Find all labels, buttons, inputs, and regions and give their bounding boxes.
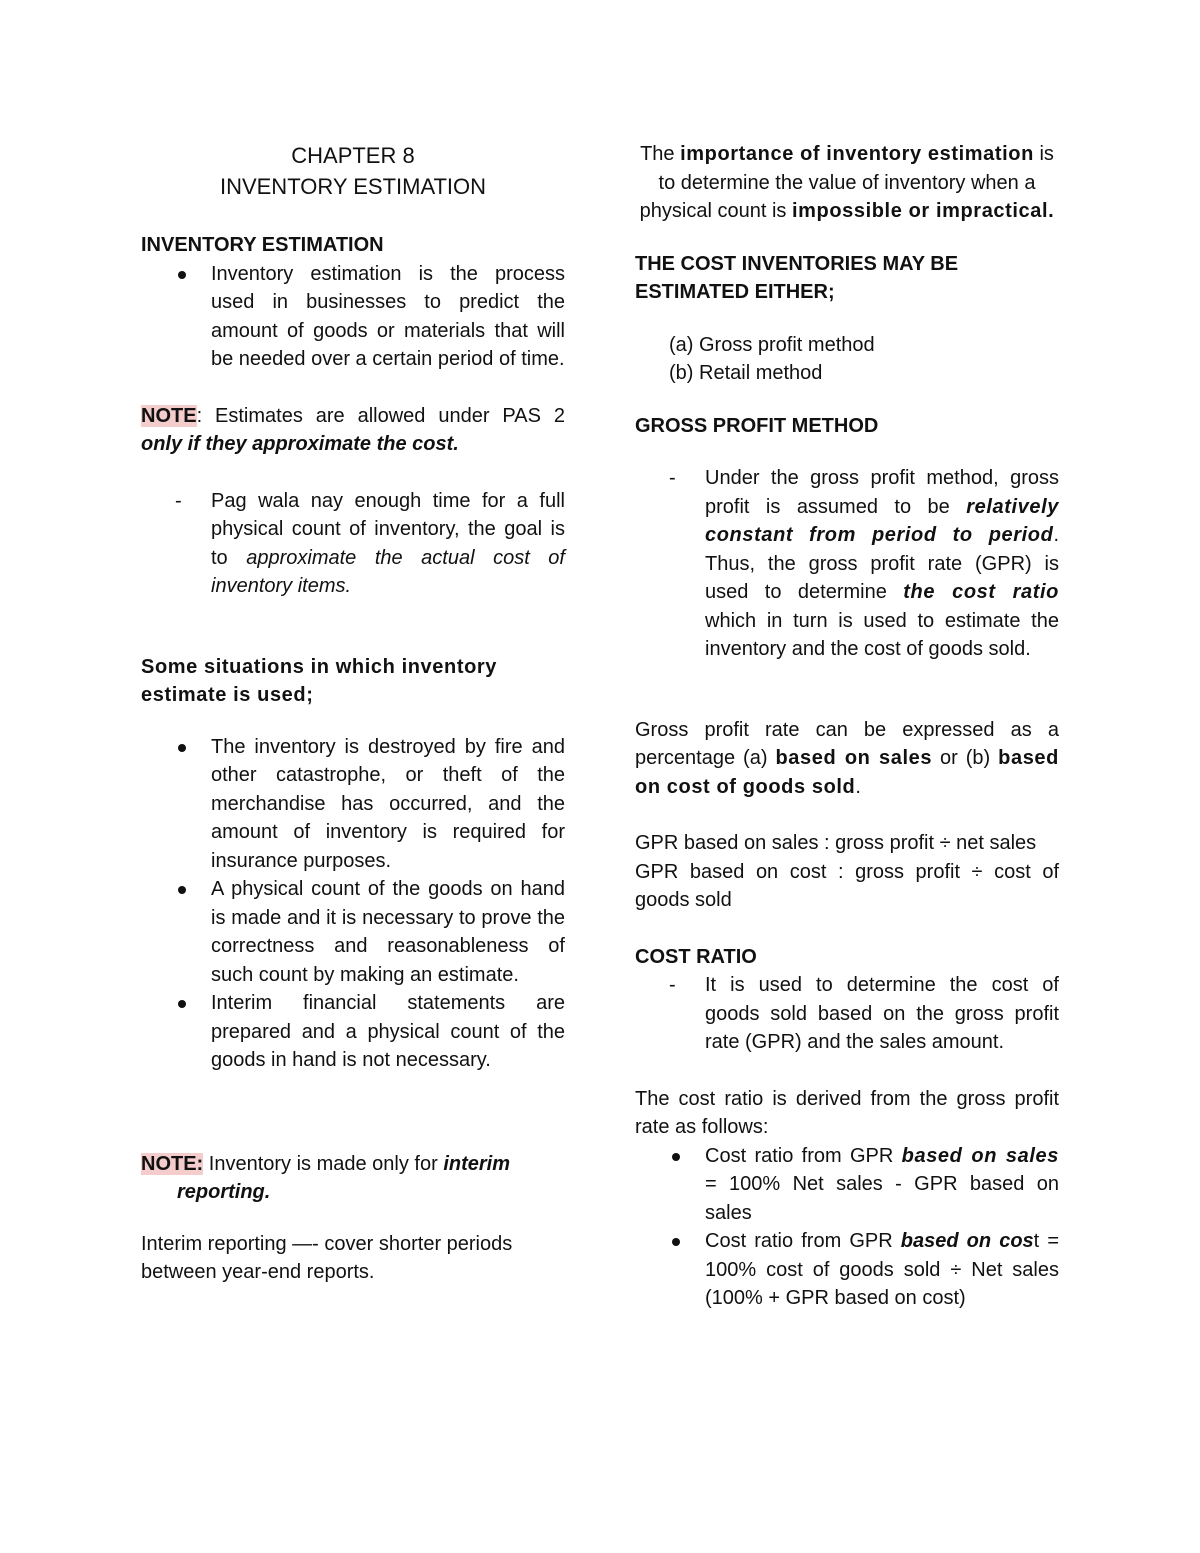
note-label: NOTE [141, 404, 197, 427]
note-dash-list [141, 487, 565, 601]
method-a: (a) Gross profit method [669, 333, 875, 356]
situations-heading: Some situations in which inventory estimate is used; [141, 655, 498, 706]
chapter-title: INVENTORY ESTIMATION [219, 174, 487, 199]
formula-gpr-sales: GPR based on sales : gross profit ÷ net sales [635, 832, 1037, 854]
formula-gpr-cost: GPR based on cost : gross profit ÷ cost of goods sold [635, 860, 1059, 911]
note-interim: NOTE: Inventory is made only for interim [141, 1152, 511, 1175]
cost-ratio-sales-item: Cost ratio from GPR based on sales = 100% Net sales - GPR based on sales [635, 1142, 1059, 1228]
cost-ratio-formula-list [635, 1142, 1059, 1313]
definition-list [141, 260, 565, 374]
section-heading-inventory-estimation: INVENTORY ESTIMATION [141, 234, 384, 256]
cost-ratio-heading: COST RATIO [635, 945, 757, 968]
note-interim-continued: reporting. [177, 1181, 271, 1203]
cost-ratio-cost-item: Cost ratio from GPR based on cost = 100% cost of goods sold ÷ Net sales (100% + GPR based on cost) [635, 1227, 1059, 1313]
note-estimates: NOTE: Estimates are allowed under PAS 2 only if they approximate the cost. [141, 404, 565, 455]
situations-list [141, 733, 565, 1075]
left-column [141, 140, 565, 1287]
gross-profit-method-heading: GROSS PROFIT METHOD [635, 414, 879, 437]
note-emphasis: only if they approximate the cost. [141, 433, 459, 455]
cost-ratio-dash-list [635, 971, 1059, 1057]
situation-item: The inventory is destroyed by fire and other catastrophe, or theft of the merchandise has occurred, and the amount of inventory is required for insurance purposes. [141, 733, 565, 876]
methods-heading: THE COST INVENTORIES MAY BE ESTIMATED EITHER; [635, 252, 959, 303]
cost-ratio-dash-item: - It is used to determine the cost of goods sold based on the gross profit rate (GPR) and the sales amount. [635, 971, 1059, 1057]
situation-item: A physical count of the goods on hand is made and it is necessary to prove the correctness and reasonableness of such count by making an estimate. [141, 875, 565, 989]
dash-item: - Pag wala nay enough time for a full physical count of inventory, the goal is to approximate the actual cost of inventory items. [141, 487, 565, 601]
cost-ratio-derived: The cost ratio is derived from the gross profit rate as follows: [635, 1087, 1059, 1138]
situation-item: Interim financial statements are prepared and a physical count of the goods in hand is not necessary. [141, 989, 565, 1075]
definition-bullet: Inventory estimation is the process used in businesses to predict the amount of goods or materials that will be needed over a certain period of time. [141, 260, 565, 374]
gross-profit-method-list [635, 464, 1059, 664]
gpr-expression-paragraph: Gross profit rate can be expressed as a percentage (a) based on sales or (b) based on cost of goods sold. [635, 718, 1059, 798]
note-label: NOTE: [141, 1152, 204, 1175]
interim-definition: Interim reporting —- cover shorter periods between year-end reports. [141, 1232, 513, 1283]
chapter-number: CHAPTER 8 [291, 143, 415, 168]
gross-profit-method-item: - Under the gross profit method, gross profit is assumed to be relatively constant from period to period. Thus, the gross profit rate (GPR) is used to determine the cost ratio which in turn is used to estimate the inventory and the cost of goods sold. [635, 464, 1059, 664]
method-b: (b) Retail method [669, 362, 823, 384]
importance-paragraph: The importance of inventory estimation is to determine the value of inventory when a physical count is impossible or impractical. [639, 143, 1055, 222]
right-column [635, 140, 1059, 1313]
